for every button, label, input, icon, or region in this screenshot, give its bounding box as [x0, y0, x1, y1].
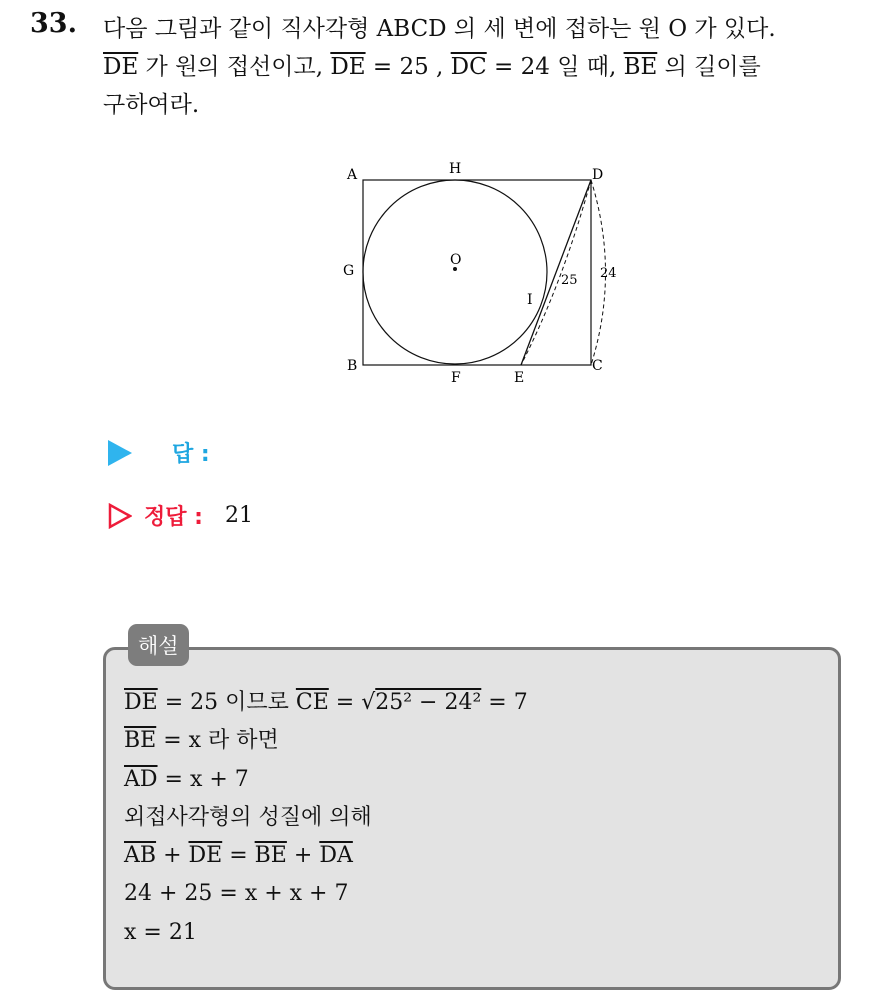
figure-svg	[330, 155, 630, 395]
label-e: E	[514, 370, 525, 386]
label-a: A	[347, 167, 358, 183]
explanation-text: =	[229, 843, 248, 869]
explanation-line-7: x = 21	[124, 919, 197, 945]
explanation-text: =	[335, 690, 355, 715]
explanation-tag: 해설	[128, 624, 189, 666]
correct-answer-row	[108, 500, 253, 531]
label-25: 25	[561, 273, 578, 288]
explanation-line-2	[124, 722, 528, 760]
explanation-text: +	[293, 843, 313, 869]
segment-ab: $\overline{AB}$	[124, 843, 157, 869]
play-outline-icon	[108, 503, 132, 529]
label-f: F	[451, 370, 461, 386]
explanation-line-5	[124, 837, 528, 875]
segment-ce: $\overline{CE}$	[295, 690, 329, 715]
label-g: G	[343, 263, 355, 279]
explanation-line-3	[124, 761, 528, 799]
play-icon	[108, 440, 132, 466]
answer-row	[108, 437, 210, 468]
segment-da: $\overline{DA}$	[319, 843, 353, 869]
question-line-2	[103, 48, 873, 86]
segment-be: $\overline{BE}$	[254, 843, 287, 869]
label-h: H	[449, 161, 462, 177]
question-text-part: = 24 일 때,	[494, 54, 617, 80]
circle-o	[363, 180, 547, 364]
label-b: B	[347, 358, 358, 374]
explanation-text: = x + 7	[164, 766, 249, 792]
question-line-3: 구하여라.	[103, 92, 200, 118]
explanation-text: +	[163, 843, 182, 869]
answer-label: 답 :	[172, 442, 210, 467]
explanation-text: = 25 이므로	[164, 690, 289, 715]
question-text-part: 의 길이를	[664, 54, 761, 80]
question-number: 33.	[30, 8, 77, 39]
geometry-figure	[330, 155, 630, 395]
segment-de: $\overline{DE}$	[330, 54, 366, 80]
segment-de: $\overline{DE}$	[188, 843, 223, 869]
question-text-part: 가 원의 접선이고,	[145, 54, 324, 80]
segment-de: $\overline{DE}$	[103, 54, 139, 80]
segment-be: $\overline{BE}$	[623, 54, 658, 80]
rectangle-abcd	[363, 180, 591, 365]
segment-be: $\overline{BE}$	[124, 728, 157, 754]
correct-answer-value: 21	[224, 503, 253, 528]
label-d: D	[592, 167, 604, 183]
explanation-content	[124, 684, 528, 952]
segment-ad: $\overline{AD}$	[124, 766, 158, 792]
sqrt-radicand: 25² − 24²	[375, 690, 482, 715]
explanation-line-1	[124, 684, 528, 722]
label-24: 24	[600, 266, 617, 281]
explanation-line-6: 24 + 25 = x + x + 7	[124, 881, 349, 907]
question-text-part: = 25 ,	[372, 54, 444, 80]
question-line-1: 다음 그림과 같이 직사각형 ABCD 의 세 변에 접하는 원 O 가 있다.	[103, 16, 776, 42]
question-text	[103, 10, 873, 124]
segment-de: $\overline{DE}$	[124, 690, 158, 715]
label-c: C	[592, 358, 603, 374]
correct-answer-label: 정답 :	[144, 505, 203, 530]
sqrt-symbol: √	[361, 690, 376, 715]
segment-dc: $\overline{DC}$	[450, 54, 487, 80]
explanation-text: = 7	[488, 690, 528, 715]
tangent-de	[521, 180, 591, 365]
explanation-text: = x 라 하면	[163, 728, 279, 754]
explanation-line-4: 외접사각형의 성질에 의해	[124, 804, 372, 830]
label-o: O	[450, 252, 462, 268]
label-i: I	[527, 292, 533, 308]
